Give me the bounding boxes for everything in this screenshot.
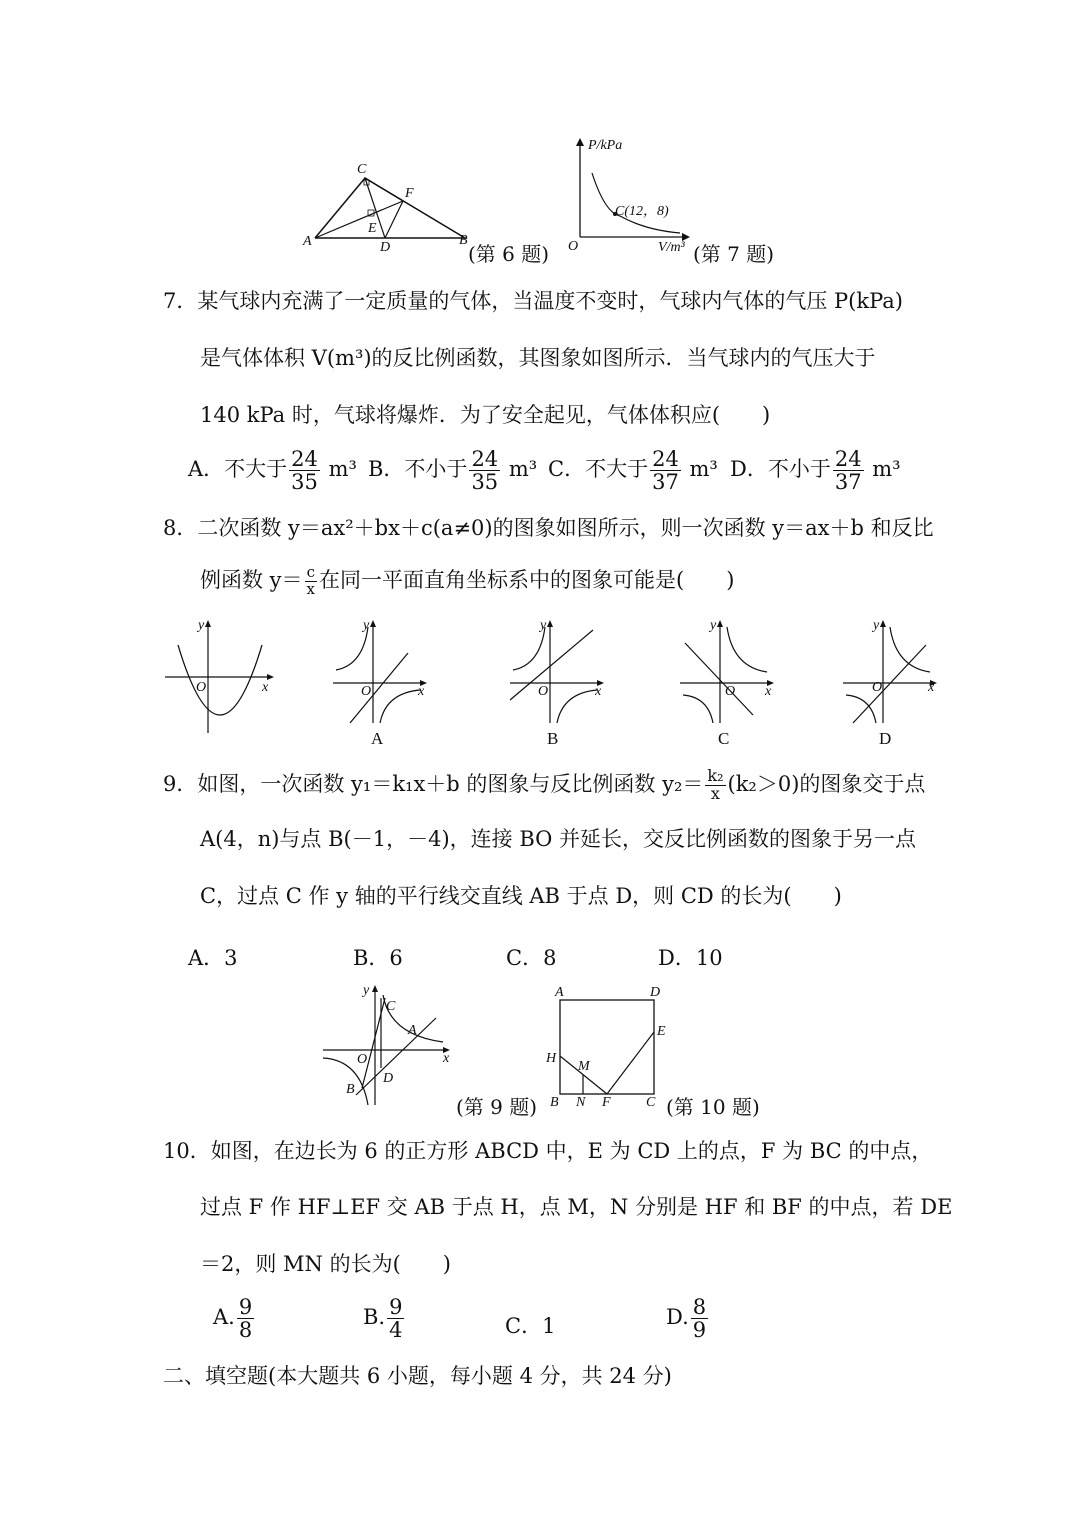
q8-ga-o: O xyxy=(361,684,372,699)
fig7-origin: O xyxy=(568,239,579,254)
q8-graph-b xyxy=(505,615,615,725)
fig9-y: y xyxy=(363,983,370,998)
q9-option-b[interactable]: B．6 xyxy=(353,946,403,970)
q9-frac-den: x xyxy=(710,783,720,803)
q10-option-a[interactable] xyxy=(213,1296,256,1341)
q7-line-1: 7．某气球内充满了一定质量的气体，当温度不变时，气球内气体的气压 P(kPa) xyxy=(163,289,903,313)
figure-10-square xyxy=(540,980,670,1110)
figure-6-caption: (第 6 题) xyxy=(468,242,550,266)
q7-c-den: 37 xyxy=(652,470,679,495)
q7-option-b[interactable] xyxy=(368,448,537,493)
fig6-label-c: C xyxy=(357,162,367,177)
q9-option-a[interactable]: A．3 xyxy=(188,946,238,970)
q9-line-1-pre: 9．如图，一次函数 y₁＝k₁x＋b 的图象与反比例函数 y₂＝ xyxy=(163,771,704,796)
figure-7-pressure-graph xyxy=(560,133,700,258)
q8-line-2 xyxy=(200,565,734,598)
figure-7-caption: (第 7 题) xyxy=(693,242,775,266)
q8-g0-y: y xyxy=(198,618,205,633)
q10-a-num: 9 xyxy=(238,1295,253,1319)
q8-gc-x: x xyxy=(765,684,772,699)
q7-option-d-prefix: D．不小于 xyxy=(730,457,831,482)
q7-c-num: 24 xyxy=(652,447,679,471)
q7-option-d[interactable] xyxy=(730,448,901,493)
q8-frac-den: x xyxy=(306,579,316,598)
q10-b-den: 4 xyxy=(389,1318,403,1343)
fig7-point-label: C(12，8) xyxy=(615,204,669,219)
q7-c-unit: m³ xyxy=(689,457,718,482)
fig6-label-b: B xyxy=(459,233,468,248)
fig7-x-label: V/m³ xyxy=(658,240,685,255)
q8-line-2-pre: 例函数 y＝ xyxy=(200,567,303,592)
q8-gd-y: y xyxy=(873,618,880,633)
q9-option-d[interactable]: D．10 xyxy=(658,946,723,970)
fig9-o: O xyxy=(357,1052,368,1067)
q8-graph-d xyxy=(838,615,948,725)
fig10-b: B xyxy=(550,1095,559,1110)
fig10-d: D xyxy=(650,985,661,1000)
q10-b-num: 9 xyxy=(389,1295,403,1319)
q7-a-unit: m³ xyxy=(328,457,357,482)
q7-a-num: 24 xyxy=(291,447,318,471)
q8-graph-c xyxy=(675,615,785,725)
q7-option-c-prefix: C．不大于 xyxy=(548,457,649,482)
q8-ga-y: y xyxy=(363,618,370,633)
q8-label-c[interactable]: C xyxy=(718,729,730,748)
fig9-b: B xyxy=(346,1082,355,1097)
section-2-heading: 二、填空题(本大题共 6 小题，每小题 4 分，共 24 分) xyxy=(163,1364,672,1388)
q7-d-unit: m³ xyxy=(872,457,901,482)
q9-line-1 xyxy=(163,768,925,803)
q10-option-d[interactable] xyxy=(666,1296,710,1341)
q8-line-2-post: 在同一平面直角坐标系中的图象可能是( ) xyxy=(319,567,735,592)
fig10-m: M xyxy=(578,1059,590,1074)
q8-g0-x: x xyxy=(262,680,269,695)
q10-line-2: 过点 F 作 HF⊥EF 交 AB 于点 H，点 M，N 分别是 HF 和 BF 的中点，若 DE xyxy=(200,1195,953,1219)
q8-ga-x: x xyxy=(418,684,425,699)
q9-frac-num: k₂ xyxy=(707,766,724,785)
fig6-label-e: E xyxy=(368,221,377,236)
q9-line-2: A(4，n)与点 B(－1，－4)，连接 BO 并延长，交反比例函数的图象于另一点 xyxy=(200,827,917,851)
q10-d-den: 9 xyxy=(692,1318,707,1343)
q7-line-2: 是气体体积 V(m³)的反比例函数，其图象如图所示．当气球内的气压大于 xyxy=(200,346,876,370)
fig10-a: A xyxy=(555,985,564,1000)
q8-label-a[interactable]: A xyxy=(371,729,384,748)
q10-option-b[interactable] xyxy=(363,1296,406,1341)
q8-gd-o: O xyxy=(872,680,883,695)
fig6-label-f: F xyxy=(405,186,414,201)
q7-option-a-prefix: A．不大于 xyxy=(188,457,288,482)
fig10-h: H xyxy=(546,1051,557,1066)
q8-gb-o: O xyxy=(538,684,549,699)
q8-g0-o: O xyxy=(196,680,207,695)
fig6-label-a: A xyxy=(303,234,312,249)
q8-gb-y: y xyxy=(540,618,547,633)
q8-gc-y: y xyxy=(710,618,717,633)
figure-9-graph xyxy=(318,980,458,1110)
figure-6-triangle xyxy=(300,158,480,253)
q10-line-3: ＝2，则 MN 的长为( ) xyxy=(200,1252,451,1276)
fig10-n: N xyxy=(576,1095,586,1110)
q7-b-num: 24 xyxy=(471,447,499,471)
q8-line-1: 8．二次函数 y＝ax²＋bx＋c(a≠0)的图象如图所示，则一次函数 y＝ax＋b 和反比 xyxy=(163,516,934,540)
q8-frac-num: c xyxy=(305,565,317,582)
figure-9-caption: (第 9 题) xyxy=(456,1095,538,1119)
q8-gd-x: x xyxy=(928,680,935,695)
fig10-c: C xyxy=(646,1095,656,1110)
q10-d-prefix: D. xyxy=(666,1305,689,1330)
q9-option-c[interactable]: C．8 xyxy=(506,946,557,970)
q7-option-a[interactable] xyxy=(188,448,357,493)
q9-line-1-post: (k₂＞0)的图象交于点 xyxy=(727,771,926,796)
fig10-f: F xyxy=(602,1095,611,1110)
q9-line-3: C，过点 C 作 y 轴的平行线交直线 AB 于点 D，则 CD 的长为( ) xyxy=(200,884,842,908)
fig6-label-d: D xyxy=(380,240,391,253)
q10-d-num: 8 xyxy=(692,1295,707,1319)
figure-10-caption: (第 10 题) xyxy=(666,1095,760,1119)
q7-d-num: 24 xyxy=(834,447,862,471)
q7-b-unit: m³ xyxy=(508,457,538,482)
fig10-e: E xyxy=(657,1024,666,1039)
q10-line-1: 10．如图，在边长为 6 的正方形 ABCD 中，E 为 CD 上的点，F 为 BC 的中点， xyxy=(163,1139,933,1163)
q8-graph-parabola xyxy=(160,615,280,740)
q10-a-den: 8 xyxy=(238,1318,253,1343)
q7-b-den: 35 xyxy=(471,470,499,495)
q8-graph-a xyxy=(328,615,438,725)
q8-gb-x: x xyxy=(595,684,602,699)
q10-a-prefix: A. xyxy=(213,1305,235,1330)
q8-label-d[interactable]: D xyxy=(879,729,892,748)
q7-a-den: 35 xyxy=(291,470,318,495)
q7-line-3: 140 kPa 时，气球将爆炸．为了安全起见，气体体积应( ) xyxy=(200,403,771,427)
fig9-a: A xyxy=(408,1023,417,1038)
q8-gc-o: O xyxy=(725,684,736,699)
q7-option-c[interactable] xyxy=(548,448,718,493)
fig9-x: x xyxy=(443,1051,450,1066)
q10-option-c[interactable]: C．1 xyxy=(505,1314,556,1338)
fig7-y-label: P/kPa xyxy=(588,138,623,153)
q7-d-den: 37 xyxy=(834,470,862,495)
q7-option-b-prefix: B．不小于 xyxy=(368,457,468,482)
q8-label-b[interactable]: B xyxy=(547,729,559,748)
fig9-d: D xyxy=(383,1071,394,1086)
q10-b-prefix: B. xyxy=(363,1305,386,1330)
fig9-c: C xyxy=(386,999,396,1014)
